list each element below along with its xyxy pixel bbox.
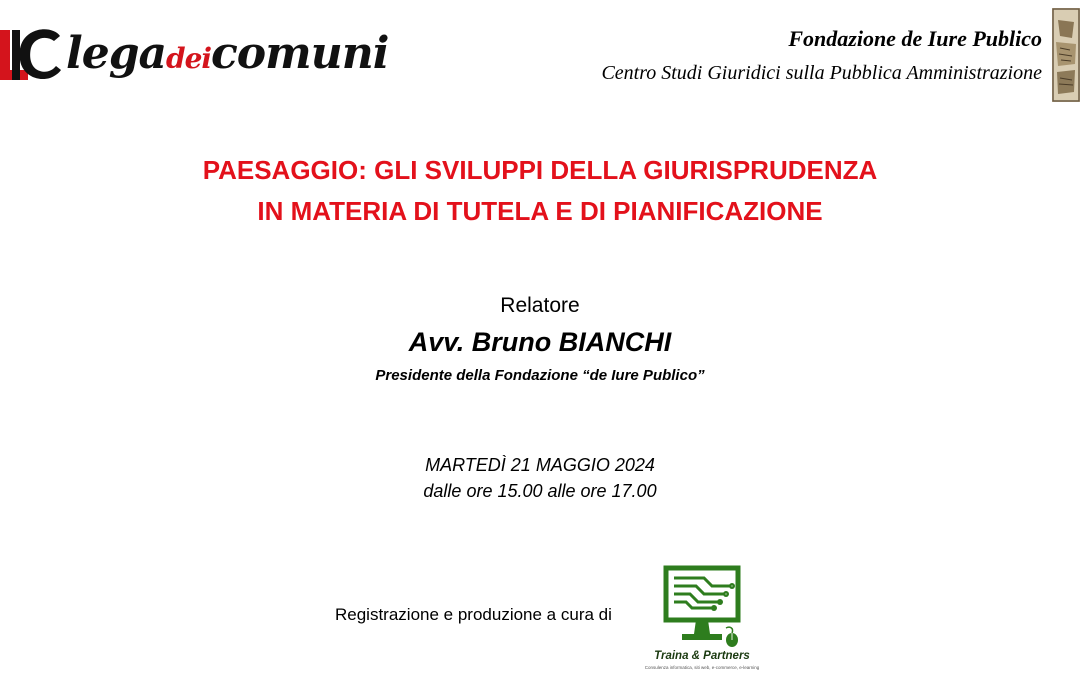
event-title (0, 150, 1080, 232)
company-tagline: Consulenza informatica, siti web, e-commerce, e-learning (644, 665, 760, 670)
logo-text-lega: lega (66, 28, 166, 79)
credit-text: Registrazione e produzione a cura di (335, 605, 612, 624)
event-time: dalle ore 15.00 alle ore 17.00 (423, 481, 657, 501)
foundation-title: Fondazione de Iure Publico (788, 26, 1042, 51)
speaker-role: Presidente della Fondazione “de Iure Publico” (375, 367, 705, 384)
company-name: Traina & Partners (654, 650, 750, 662)
lega-dei-comuni-logo (0, 20, 389, 90)
speaker-name: Avv. Bruno BIANCHI (408, 327, 672, 357)
foundation-subtitle: Centro Studi Giuridici sulla Pubblica Amministrazione (601, 62, 1042, 84)
event-title-line-2: IN MATERIA DI TUTELA E DI PIANIFICAZIONE (257, 196, 823, 226)
event-schedule (0, 452, 1080, 504)
logo-text-comuni: comuni (211, 28, 389, 79)
engraving-image-icon (1052, 8, 1080, 102)
event-title-line-1: PAESAGGIO: GLI SVILUPPI DELLA GIURISPRUDENZA (202, 155, 878, 185)
logo-text-dei: dei (165, 42, 212, 75)
computer-circuit-icon (660, 564, 744, 650)
logo-wordmark (66, 28, 388, 79)
lc-logo-icon (0, 26, 62, 84)
event-date: MARTEDÌ 21 MAGGIO 2024 (425, 455, 655, 475)
speaker-label: Relatore (500, 294, 580, 317)
